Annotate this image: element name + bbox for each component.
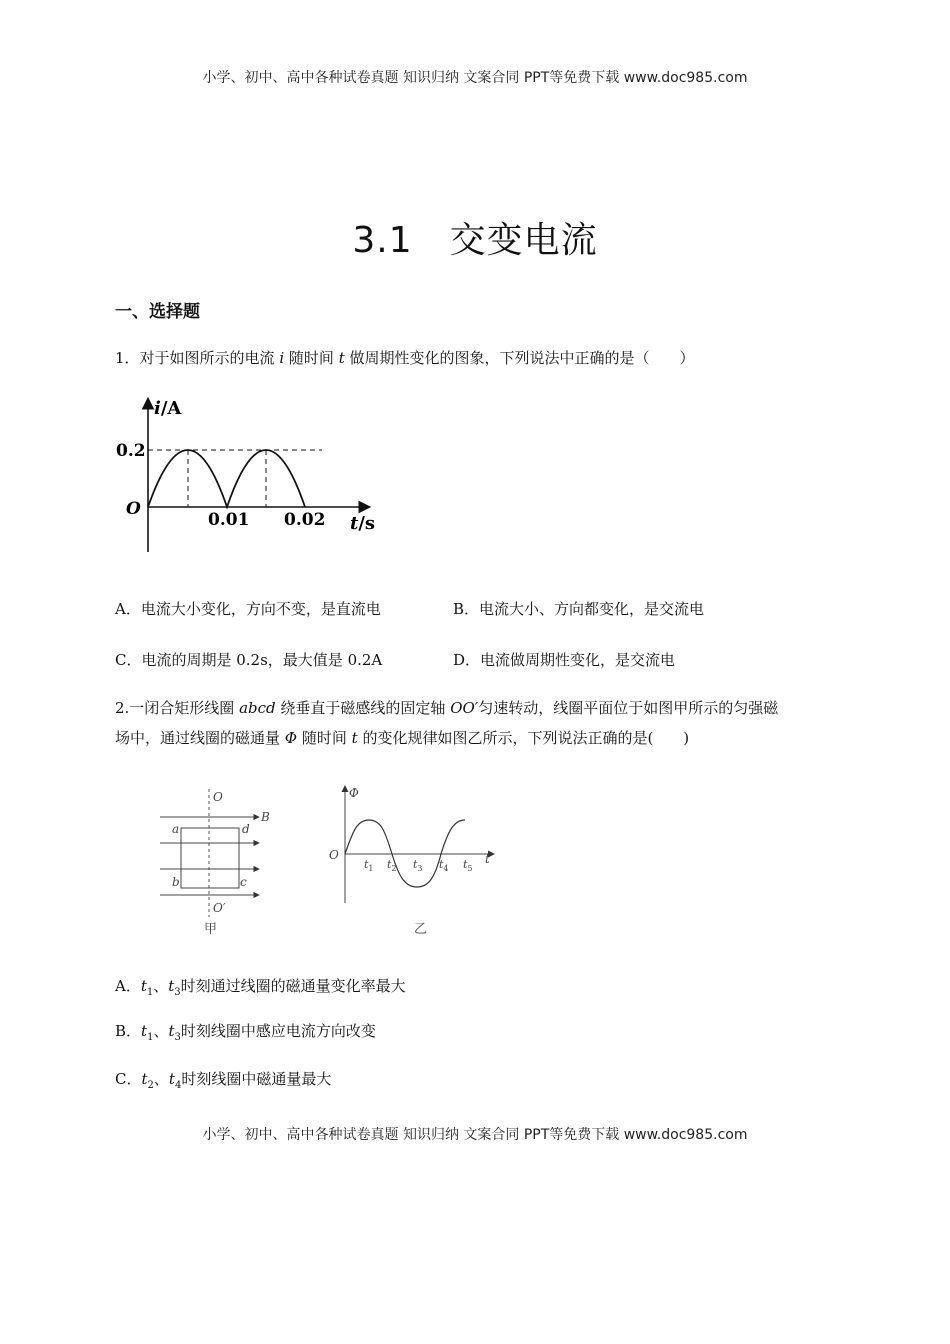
q2-option-b[interactable]: B．$t_1$、$t_3$时刻线圈中感应电流方向改变 (115, 1022, 376, 1043)
svg-text:O: O (213, 790, 223, 804)
x-tick-label: 0.02 (284, 510, 326, 530)
figure-jia-coil-in-field (150, 785, 280, 940)
q1-option-c[interactable]: C．电流的周期是 0.2s，最大值是 0.2A (115, 651, 383, 669)
svg-text:t3: $t_3$ (413, 858, 423, 873)
current-time-graph (110, 390, 390, 555)
svg-text:B: B (261, 810, 270, 824)
svg-text:O′: O′ (213, 901, 226, 915)
q1-option-b[interactable]: B．电流大小、方向都变化，是交流电 (453, 600, 705, 618)
svg-text:t: t (485, 852, 490, 866)
figure-yi-flux-graph (325, 783, 500, 940)
y-axis-label: i/A (154, 398, 182, 419)
svg-text:t2: $t_2$ (387, 858, 397, 873)
svg-text:b: b (172, 875, 180, 889)
svg-text:t1: $t_1$ (364, 858, 374, 873)
rectified-sine-curve (148, 450, 305, 507)
origin-label: O (126, 499, 141, 519)
coil-rectangle (181, 828, 239, 888)
svg-text:Φ: Φ (349, 786, 359, 800)
caption-yi: 乙 (414, 922, 428, 937)
svg-text:d: d (242, 822, 250, 836)
y-tick-label: 0.2 (116, 441, 146, 461)
q2-option-a[interactable]: A．$t_1$、$t_3$时刻通过线圈的磁通量变化率最大 (115, 977, 406, 998)
svg-text:O: O (329, 848, 339, 862)
x-tick-label: 0.01 (208, 510, 250, 530)
q1-option-a[interactable]: A．电流大小变化，方向不变，是直流电 (115, 600, 381, 618)
q2-option-c[interactable]: C．$t_2$、$t_4$时刻线圈中磁通量最大 (115, 1070, 332, 1091)
svg-text:t5: $t_5$ (463, 858, 473, 873)
q1-option-d[interactable]: D．电流做周期性变化，是交流电 (453, 651, 676, 669)
section-heading: 一、选择题 (115, 302, 200, 322)
svg-text:a: a (172, 822, 180, 836)
x-axis-label: t/s (350, 513, 376, 534)
question-2-stem: 2.一闭合矩形线圈 abcd 绕垂直于磁感线的固定轴 OO′匀速转动，线圈平面位于如图甲所示的匀强磁 场中，通过线圈的磁通量 Φ 随时间 t 的变化规律如图乙所示，下列说法正确的是( ) (115, 699, 779, 747)
page-title: 3.1 交变电流 (352, 220, 598, 261)
svg-text:t4: $t_4$ (439, 858, 449, 873)
caption-jia: 甲 (204, 922, 218, 937)
svg-text:c: c (240, 875, 247, 889)
page-footer: 小学、初中、高中各种试卷真题 知识归纳 文案合同 PPT等免费下载 www.doc985.com (202, 1127, 748, 1143)
page-header: 小学、初中、高中各种试卷真题 知识归纳 文案合同 PPT等免费下载 www.doc985.com (202, 70, 748, 86)
question-1-stem: 1．对于如图所示的电流 i 随时间 t 做周期性变化的图象，下列说法中正确的是（ ） (115, 349, 695, 367)
